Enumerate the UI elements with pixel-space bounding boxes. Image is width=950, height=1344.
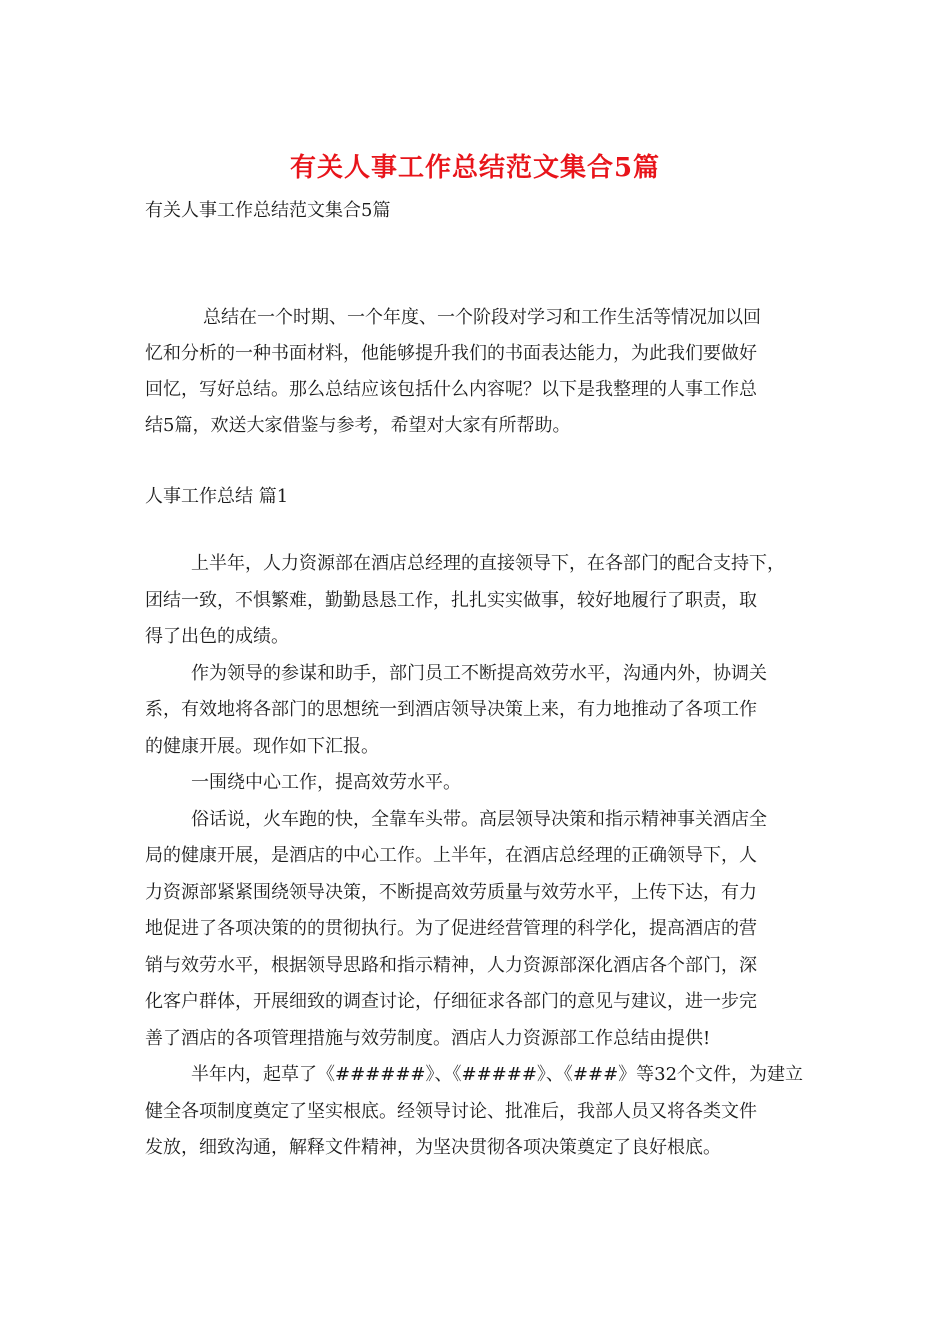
section-heading: 人事工作总结 篇1 xyxy=(145,486,289,507)
document-subtitle: 有关人事工作总结范文集合5篇 xyxy=(145,200,391,221)
intro-paragraph xyxy=(145,300,815,444)
body-line: 作为领导的参谋和助手，部门员工不断提高效劳水平，沟通内外，协调关 xyxy=(191,662,767,684)
body-line: 发放，细致沟通，解释文件精神，为坚决贯彻各项决策奠定了良好根底。 xyxy=(145,1137,721,1158)
body-line: 健全各项制度奠定了坚实根底。经领导讨论、批准后，我部人员又将各类文件 xyxy=(145,1100,757,1122)
section-body xyxy=(145,546,825,1167)
body-line: 的健康开展。现作如下汇报。 xyxy=(145,735,379,757)
intro-line: 忆和分析的一种书面材料，他能够提升我们的书面表达能力，为此我们要做好 xyxy=(145,343,757,364)
body-line: 局的健康开展，是酒店的中心工作。上半年，在酒店总经理的正确领导下，人 xyxy=(145,845,757,866)
body-line: 系，有效地将各部门的思想统一到酒店领导决策上来，有力地推动了各项工作 xyxy=(145,699,757,720)
body-line: 上半年，人力资源部在酒店总经理的直接领导下，在各部门的配合支持下， xyxy=(191,553,785,574)
document-title: 有关人事工作总结范文集合5篇 xyxy=(289,153,661,183)
body-line: 善了酒店的各项管理措施与效劳制度。酒店人力资源部工作总结由提供! xyxy=(145,1027,711,1049)
body-line: 半年内，起草了《######》、《#####》、《###》等32个文件，为建立 xyxy=(191,1064,804,1085)
intro-line: 回忆，写好总结。那么总结应该包括什么内容呢？以下是我整理的人事工作总 xyxy=(145,379,757,400)
body-line: 团结一致，不惧繁难，勤勤恳恳工作，扎扎实实做事，较好地履行了职责，取 xyxy=(145,589,757,611)
body-line: 地促进了各项决策的的贯彻执行。为了促进经营管理的科学化，提高酒店的营 xyxy=(145,918,757,939)
body-line: 俗话说，火车跑的快，全靠车头带。高层领导决策和指示精神事关酒店全 xyxy=(191,808,767,830)
intro-line: 总结在一个时期、一个年度、一个阶段对学习和工作生活等情况加以回 xyxy=(203,307,761,328)
body-line: 销与效劳水平，根据领导思路和指示精神，人力资源部深化酒店各个部门，深 xyxy=(145,954,757,976)
intro-line: 结5篇，欢送大家借鉴与参考，希望对大家有所帮助。 xyxy=(145,415,571,436)
body-line: 一围绕中心工作，提高效劳水平。 xyxy=(191,772,461,793)
body-line: 化客户群体，开展细致的调查讨论，仔细征求各部门的意见与建议，进一步完 xyxy=(145,991,757,1012)
body-line: 力资源部紧紧围绕领导决策，不断提高效劳质量与效劳水平，上传下达，有力 xyxy=(145,881,757,903)
body-line: 得了出色的成绩。 xyxy=(145,626,289,647)
